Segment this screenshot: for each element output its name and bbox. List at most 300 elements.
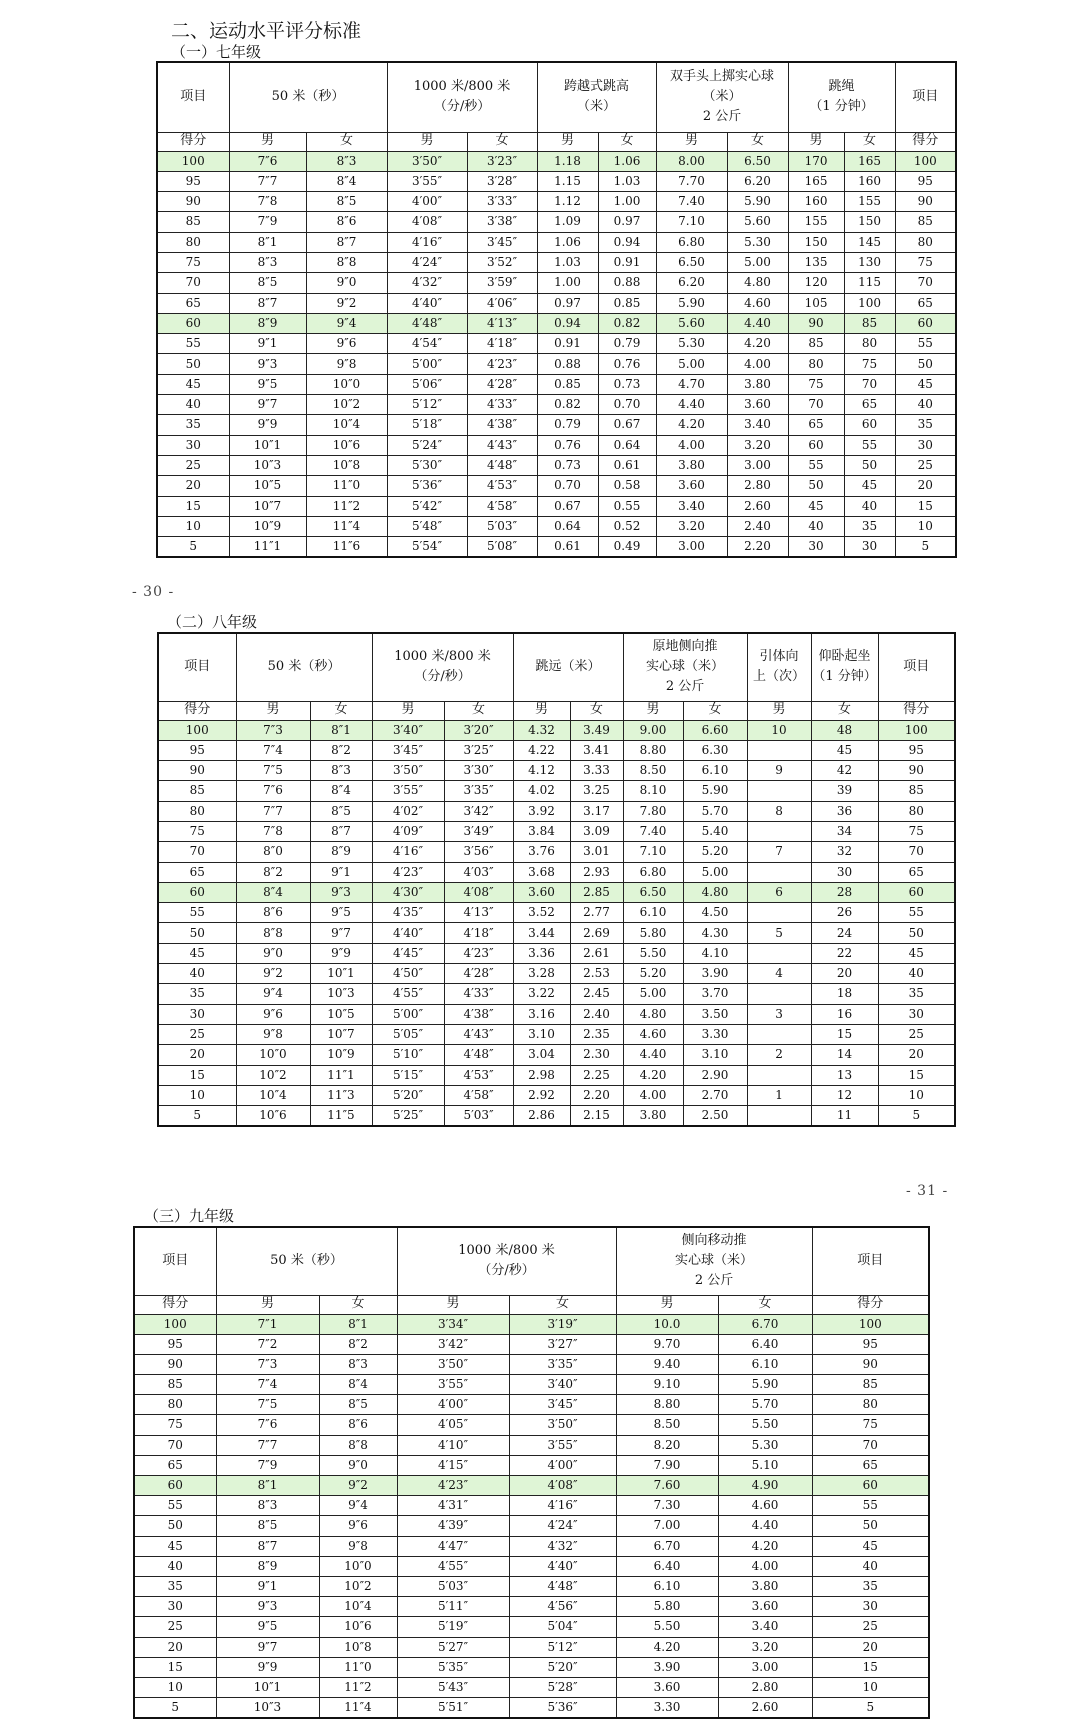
table-cell: 5′10″: [372, 1045, 444, 1065]
table-cell: 4′08″: [509, 1476, 616, 1496]
table-cell: 30: [812, 1597, 929, 1617]
table-cell: 8″2: [310, 740, 372, 760]
table-cell: 15: [812, 1657, 929, 1677]
table-cell: 3.30: [616, 1698, 718, 1718]
table-cell: 9″2: [306, 293, 387, 313]
table-cell: 4.20: [656, 415, 727, 435]
table-cell: 30: [788, 537, 844, 557]
grade9-title: （三）九年级: [144, 1207, 235, 1225]
table-cell: 1.06: [598, 151, 656, 171]
sub-header-cell: 男: [236, 701, 310, 720]
table-cell: 9″4: [306, 313, 387, 333]
table-cell: 4′55″: [397, 1556, 509, 1576]
table-row: [134, 1516, 929, 1536]
table-cell: 4.40: [623, 1045, 683, 1065]
table-cell: 9″8: [319, 1536, 397, 1556]
grade8-score-table: [157, 632, 956, 1127]
table-row: [157, 496, 956, 516]
table-cell: 7.00: [616, 1516, 718, 1536]
table-cell: 75: [157, 252, 229, 272]
sub-header-cell: 男: [788, 132, 844, 151]
table-cell: 5.70: [718, 1395, 812, 1415]
table-cell: 15: [158, 1065, 236, 1085]
table-row: [157, 455, 956, 475]
table-cell: 5.60: [656, 313, 727, 333]
table-cell: 2.90: [683, 1065, 747, 1085]
table-cell: [747, 1024, 811, 1044]
table-cell: 65: [158, 862, 236, 882]
table-cell: 11″1: [310, 1065, 372, 1085]
table-row: [158, 984, 955, 1004]
table-cell: 9″9: [310, 943, 372, 963]
sub-header-row: [157, 132, 956, 151]
table-row: [134, 1576, 929, 1596]
table-cell: 4′40″: [372, 923, 444, 943]
table-cell: 4.20: [727, 334, 788, 354]
table-cell: 55: [788, 455, 844, 475]
table-cell: 20: [895, 476, 956, 496]
table-cell: 55: [812, 1496, 929, 1516]
table-cell: 4′43″: [444, 1024, 513, 1044]
table-cell: 4′48″: [444, 1045, 513, 1065]
table-cell: 9″1: [310, 862, 372, 882]
table-cell: 4.00: [718, 1556, 812, 1576]
table-cell: 3′50″: [387, 151, 467, 171]
table-cell: 4.40: [727, 313, 788, 333]
table-cell: 80: [157, 232, 229, 252]
table-cell: 5′03″: [444, 1106, 513, 1126]
table-cell: 3.30: [683, 1024, 747, 1044]
table-cell: 5.50: [623, 943, 683, 963]
table-cell: [747, 821, 811, 841]
table-cell: 8″5: [229, 273, 306, 293]
table-cell: 45: [812, 1536, 929, 1556]
table-row: [134, 1435, 929, 1455]
table-cell: 3.00: [656, 537, 727, 557]
table-cell: 90: [788, 313, 844, 333]
table-cell: 6.50: [656, 252, 727, 272]
table-cell: 8.10: [623, 781, 683, 801]
table-cell: 10: [895, 516, 956, 536]
table-cell: 3′50″: [372, 761, 444, 781]
sub-header-cell: 男: [623, 701, 683, 720]
column-header: 50 米（秒）: [236, 633, 372, 701]
table-cell: 5.00: [683, 862, 747, 882]
table-cell: 4′32″: [509, 1536, 616, 1556]
table-cell: 3.40: [656, 496, 727, 516]
table-row: [134, 1476, 929, 1496]
table-cell: 155: [844, 192, 895, 212]
header-row: [157, 62, 956, 132]
table-cell: 10″1: [216, 1677, 319, 1697]
table-cell: 10.0: [616, 1314, 718, 1334]
table-row: [134, 1354, 929, 1374]
table-row: [158, 1045, 955, 1065]
table-cell: 10″0: [306, 374, 387, 394]
table-cell: 7″8: [229, 192, 306, 212]
table-cell: 6.30: [683, 740, 747, 760]
table-row: [157, 273, 956, 293]
table-cell: 90: [878, 761, 955, 781]
table-cell: 85: [878, 781, 955, 801]
table-cell: 90: [157, 192, 229, 212]
table-row: [157, 354, 956, 374]
table-cell: 0.97: [598, 212, 656, 232]
table-cell: 9″7: [216, 1637, 319, 1657]
sub-header-cell: 男: [397, 1295, 509, 1314]
table-cell: 7″5: [216, 1395, 319, 1415]
table-cell: 3.52: [513, 903, 570, 923]
table-cell: 80: [844, 334, 895, 354]
table-cell: 8″5: [319, 1395, 397, 1415]
grade8-title: （二）八年级: [167, 613, 258, 631]
table-cell: 1.12: [537, 192, 598, 212]
table-row: [134, 1597, 929, 1617]
table-cell: 3′42″: [397, 1334, 509, 1354]
table-cell: 9″3: [310, 882, 372, 902]
table-cell: 3.10: [513, 1024, 570, 1044]
table-cell: 6.80: [623, 862, 683, 882]
sub-header-cell: 女: [570, 701, 623, 720]
table-row: [134, 1698, 929, 1718]
table-cell: 55: [157, 334, 229, 354]
table-cell: 130: [844, 252, 895, 272]
table-cell: 3′35″: [509, 1354, 616, 1374]
table-cell: 4′48″: [467, 455, 537, 475]
table-cell: 3.60: [718, 1597, 812, 1617]
table-cell: 2.20: [727, 537, 788, 557]
table-cell: 3.80: [727, 374, 788, 394]
table-cell: 6.40: [718, 1334, 812, 1354]
table-cell: 5′03″: [397, 1576, 509, 1596]
table-cell: 25: [134, 1617, 216, 1637]
sub-header-cell: 女: [310, 701, 372, 720]
sub-header-cell: 女: [509, 1295, 616, 1314]
table-cell: 3.90: [616, 1657, 718, 1677]
table-cell: 60: [788, 435, 844, 455]
table-cell: 10″6: [306, 435, 387, 455]
table-cell: 4′28″: [444, 964, 513, 984]
table-cell: [747, 1065, 811, 1085]
table-cell: 7″6: [216, 1415, 319, 1435]
table-cell: 5′18″: [387, 415, 467, 435]
table-cell: 2.61: [570, 943, 623, 963]
column-header: 双手头上掷实心球 （米） 2 公斤: [656, 62, 788, 132]
table-cell: 3.60: [513, 882, 570, 902]
table-cell: 4′32″: [387, 273, 467, 293]
table-cell: 1: [747, 1085, 811, 1105]
table-cell: 5: [158, 1106, 236, 1126]
table-cell: 5.80: [623, 923, 683, 943]
table-cell: 11″2: [306, 496, 387, 516]
table-cell: 3.44: [513, 923, 570, 943]
table-cell: 8″1: [216, 1476, 319, 1496]
table-cell: 4′47″: [397, 1536, 509, 1556]
table-cell: 11″4: [319, 1698, 397, 1718]
table-cell: 45: [811, 740, 878, 760]
table-cell: 4′40″: [387, 293, 467, 313]
column-header: 项目: [895, 62, 956, 132]
table-cell: 45: [844, 476, 895, 496]
table-cell: 26: [811, 903, 878, 923]
table-cell: 9″9: [229, 415, 306, 435]
table-cell: 3′25″: [444, 740, 513, 760]
table-cell: 3.22: [513, 984, 570, 1004]
table-cell: 4.60: [718, 1496, 812, 1516]
table-cell: 9″2: [319, 1476, 397, 1496]
table-cell: 14: [811, 1045, 878, 1065]
table-cell: 3.76: [513, 842, 570, 862]
table-cell: 8″3: [216, 1496, 319, 1516]
table-cell: 3.36: [513, 943, 570, 963]
sub-header-cell: 女: [306, 132, 387, 151]
table-cell: 30: [895, 435, 956, 455]
table-cell: 160: [788, 192, 844, 212]
table-cell: 30: [811, 862, 878, 882]
table-cell: 0.79: [537, 415, 598, 435]
table-cell: 7″3: [236, 720, 310, 740]
table-row: [157, 252, 956, 272]
sub-header-cell: 得分: [895, 132, 956, 151]
table-cell: 8″4: [310, 781, 372, 801]
table-cell: 3′56″: [444, 842, 513, 862]
table-cell: 35: [895, 415, 956, 435]
table-cell: 3.60: [616, 1677, 718, 1697]
table-cell: 3′38″: [467, 212, 537, 232]
table-cell: 5′42″: [387, 496, 467, 516]
table-cell: 8″7: [216, 1536, 319, 1556]
table-cell: 5.30: [727, 232, 788, 252]
table-cell: 6.20: [727, 171, 788, 191]
table-cell: 9″6: [319, 1516, 397, 1536]
table-cell: 0.76: [537, 435, 598, 455]
table-cell: 2.92: [513, 1085, 570, 1105]
table-cell: 1.00: [537, 273, 598, 293]
table-row: [158, 1065, 955, 1085]
table-cell: 3′55″: [387, 171, 467, 191]
table-cell: 8.00: [656, 151, 727, 171]
table-cell: 9″7: [310, 923, 372, 943]
table-cell: 3.41: [570, 740, 623, 760]
table-cell: 8″2: [319, 1334, 397, 1354]
table-cell: 0.88: [598, 273, 656, 293]
table-cell: 3.00: [727, 455, 788, 475]
table-cell: 7.40: [623, 821, 683, 841]
table-cell: 4.80: [683, 882, 747, 902]
table-cell: 0.82: [598, 313, 656, 333]
table-cell: 6.10: [623, 903, 683, 923]
table-cell: 20: [811, 964, 878, 984]
table-cell: 3.50: [683, 1004, 747, 1024]
table-cell: 3′34″: [397, 1314, 509, 1334]
table-cell: 4′18″: [467, 334, 537, 354]
table-cell: 4′06″: [467, 293, 537, 313]
table-cell: 65: [812, 1455, 929, 1475]
table-cell: 3.70: [683, 984, 747, 1004]
table-cell: 4.40: [718, 1516, 812, 1536]
table-cell: 4′40″: [509, 1556, 616, 1576]
table-cell: 4′28″: [467, 374, 537, 394]
table-cell: 5′43″: [397, 1677, 509, 1697]
table-cell: 1.03: [598, 171, 656, 191]
table-cell: 4′00″: [387, 192, 467, 212]
table-cell: 11″5: [310, 1106, 372, 1126]
table-cell: 65: [895, 293, 956, 313]
table-cell: 3′20″: [444, 720, 513, 740]
table-cell: 5′30″: [387, 455, 467, 475]
table-cell: 4′30″: [372, 882, 444, 902]
table-cell: 3′59″: [467, 273, 537, 293]
table-cell: 85: [134, 1375, 216, 1395]
sub-header-cell: 得分: [878, 701, 955, 720]
table-cell: 10″2: [319, 1576, 397, 1596]
sub-header-cell: 男: [229, 132, 306, 151]
table-cell: 3.84: [513, 821, 570, 841]
table-cell: 0.76: [598, 354, 656, 374]
table-cell: 2.60: [718, 1698, 812, 1718]
table-cell: 4′15″: [397, 1455, 509, 1475]
table-cell: 4′48″: [509, 1576, 616, 1596]
table-cell: 0.61: [598, 455, 656, 475]
table-cell: 95: [157, 171, 229, 191]
table-cell: 6.70: [718, 1314, 812, 1334]
table-cell: 10″7: [310, 1024, 372, 1044]
table-cell: 4′23″: [397, 1476, 509, 1496]
table-row: [157, 476, 956, 496]
table-cell: 100: [895, 151, 956, 171]
table-cell: 2.98: [513, 1065, 570, 1085]
table-cell: 8″7: [229, 293, 306, 313]
table-cell: 3.60: [656, 476, 727, 496]
table-cell: 39: [811, 781, 878, 801]
table-cell: 10″3: [310, 984, 372, 1004]
sub-header-row: [158, 701, 955, 720]
table-cell: 4.20: [623, 1065, 683, 1085]
table-cell: 8″4: [236, 882, 310, 902]
table-cell: 15: [157, 496, 229, 516]
table-cell: 5: [812, 1698, 929, 1718]
table-cell: 95: [158, 740, 236, 760]
table-cell: 5′35″: [397, 1657, 509, 1677]
table-cell: 35: [157, 415, 229, 435]
table-cell: 9″5: [216, 1617, 319, 1637]
table-cell: 10″2: [306, 395, 387, 415]
table-row: [158, 882, 955, 902]
sub-header-cell: 女: [727, 132, 788, 151]
table-cell: 100: [844, 293, 895, 313]
table-cell: 25: [895, 455, 956, 475]
table-row: [158, 923, 955, 943]
table-cell: 4′08″: [387, 212, 467, 232]
table-cell: 25: [157, 455, 229, 475]
column-header: 跳绳 （1 分钟）: [788, 62, 895, 132]
table-cell: 4.22: [513, 740, 570, 760]
table-cell: 45: [895, 374, 956, 394]
table-cell: 8″7: [306, 232, 387, 252]
sub-header-cell: 男: [747, 701, 811, 720]
table-cell: 8″1: [319, 1314, 397, 1334]
table-cell: 145: [844, 232, 895, 252]
header-row: [134, 1227, 929, 1295]
table-cell: 6.80: [656, 232, 727, 252]
table-cell: 8″5: [216, 1516, 319, 1536]
table-cell: 24: [811, 923, 878, 943]
table-cell: 8″3: [310, 761, 372, 781]
table-cell: 85: [158, 781, 236, 801]
table-cell: 3.20: [656, 516, 727, 536]
table-cell: 4′38″: [444, 1004, 513, 1024]
table-cell: 40: [158, 964, 236, 984]
table-cell: 9″1: [216, 1576, 319, 1596]
table-cell: 9″7: [229, 395, 306, 415]
table-cell: 50: [134, 1516, 216, 1536]
table-cell: 3′28″: [467, 171, 537, 191]
table-cell: 2.20: [570, 1085, 623, 1105]
table-cell: 0.73: [598, 374, 656, 394]
table-cell: 5.10: [718, 1455, 812, 1475]
table-cell: 3.28: [513, 964, 570, 984]
table-cell: 5.70: [683, 801, 747, 821]
table-cell: 5′48″: [387, 516, 467, 536]
column-header: 跨越式跳高 （米）: [537, 62, 656, 132]
sub-header-cell: 男: [537, 132, 598, 151]
table-cell: 8″4: [319, 1375, 397, 1395]
table-cell: 70: [812, 1435, 929, 1455]
table-cell: 3′35″: [444, 781, 513, 801]
table-cell: 4′23″: [372, 862, 444, 882]
table-cell: 8.50: [616, 1415, 718, 1435]
table-cell: 170: [788, 151, 844, 171]
table-cell: 85: [812, 1375, 929, 1395]
table-cell: 4′56″: [509, 1597, 616, 1617]
table-cell: 4.80: [727, 273, 788, 293]
table-cell: 4.20: [718, 1536, 812, 1556]
table-row: [158, 740, 955, 760]
page-number: - 30 -: [132, 584, 175, 600]
table-cell: 7″5: [236, 761, 310, 781]
sub-header-row: [134, 1295, 929, 1314]
table-cell: 11″3: [310, 1085, 372, 1105]
table-cell: 1.03: [537, 252, 598, 272]
table-cell: 8″8: [306, 252, 387, 272]
table-cell: 4′48″: [387, 313, 467, 333]
grade7-title: （一）七年级: [171, 43, 262, 61]
table-cell: 5′27″: [397, 1637, 509, 1657]
table-cell: 4′23″: [444, 943, 513, 963]
table-cell: 65: [788, 415, 844, 435]
table-cell: 5.60: [727, 212, 788, 232]
table-cell: 65: [844, 395, 895, 415]
table-cell: 50: [157, 354, 229, 374]
table-cell: 5.20: [683, 842, 747, 862]
table-cell: 10: [158, 1085, 236, 1105]
table-cell: 60: [157, 313, 229, 333]
table-cell: 75: [134, 1415, 216, 1435]
table-cell: 18: [811, 984, 878, 1004]
table-cell: 0.94: [537, 313, 598, 333]
table-cell: 3′40″: [509, 1375, 616, 1395]
table-row: [158, 801, 955, 821]
table-cell: 4.00: [656, 435, 727, 455]
table-row: [134, 1536, 929, 1556]
table-cell: 160: [844, 171, 895, 191]
table-cell: 45: [157, 374, 229, 394]
table-cell: 10″9: [310, 1045, 372, 1065]
table-cell: 10″2: [236, 1065, 310, 1085]
sub-header-cell: 男: [372, 701, 444, 720]
table-row: [157, 516, 956, 536]
table-cell: 4.10: [683, 943, 747, 963]
